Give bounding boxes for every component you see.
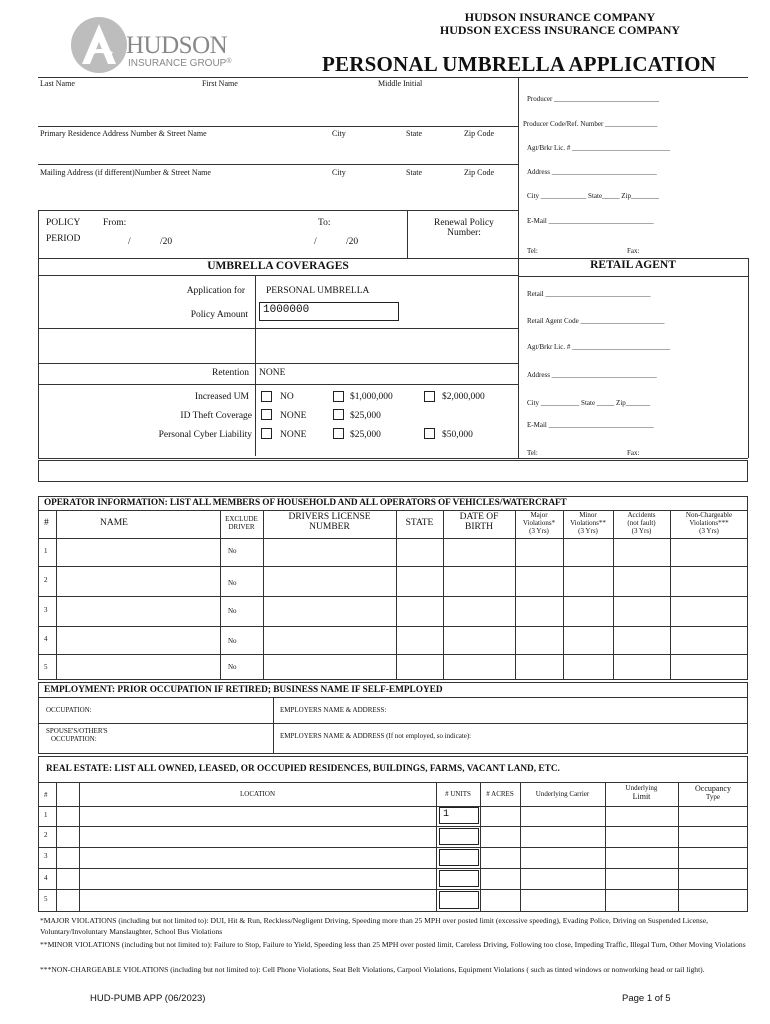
application-for-value[interactable]: PERSONAL UMBRELLA (266, 286, 370, 296)
col-name: NAME (100, 518, 128, 528)
mailing-address-field[interactable] (38, 178, 518, 208)
re-col-location: LOCATION (240, 790, 275, 798)
id-theft-none-label: NONE (280, 411, 307, 421)
primary-state-label: State (406, 129, 422, 138)
re-col-num: # (44, 791, 48, 799)
cyber-liability-label: Personal Cyber Liability (158, 430, 252, 440)
cyber-none-label: NONE (280, 430, 307, 440)
row-number: 1 (44, 547, 48, 555)
re-col-type: Occupancy Type (695, 784, 731, 801)
footnote-minor: **MINOR VIOLATIONS (including but not limited to): Failure to Stop, Failure to Yield, Speeding less than 25 MPH over posted limit, Careless Driving, Following too close, Impeding Traffic, Illegal Turn, Other Moving Violations (40, 940, 746, 949)
company-name-2: HUDSON EXCESS INSURANCE COMPANY (439, 23, 681, 37)
cyber-50k-checkbox[interactable] (424, 428, 435, 439)
producer-address-field[interactable]: Address ______________________________ (527, 168, 657, 176)
units-input[interactable] (439, 870, 479, 887)
primary-address-field[interactable] (38, 138, 518, 162)
last-name-label: Last Name (40, 79, 75, 88)
period-label: PERIOD (46, 234, 81, 244)
id-theft-none-checkbox[interactable] (261, 409, 272, 420)
applicant-name-field[interactable] (38, 88, 518, 126)
row-number: 3 (44, 852, 48, 860)
first-name-label: First Name (202, 79, 238, 88)
spouse-occupation-label: SPOUSE'S/OTHER'S OCCUPATION: (46, 727, 108, 743)
coverages-blank-area[interactable] (39, 330, 517, 362)
mailing-city-label: City (332, 168, 346, 177)
page-title: PERSONAL UMBRELLA APPLICATION (322, 52, 716, 76)
cyber-25k-label: $25,000 (350, 430, 381, 440)
id-theft-label: ID Theft Coverage (180, 411, 252, 421)
re-col-carrier: Underlying Carrier (535, 790, 590, 798)
re-col-acres: # ACRES (486, 790, 514, 798)
blank-spacer-box (38, 460, 748, 482)
exclude-driver-value[interactable]: No (228, 637, 237, 645)
policy-label: POLICY (46, 218, 81, 228)
row-number: 2 (44, 831, 48, 839)
units-input[interactable] (439, 849, 479, 866)
col-license: DRIVERS LICENSE NUMBER (288, 512, 371, 532)
cyber-none-checkbox[interactable] (261, 428, 272, 439)
retail-email-field[interactable]: E-Mail ______________________________ (527, 421, 654, 429)
um-1m-checkbox[interactable] (333, 391, 344, 402)
row-number: 3 (44, 606, 48, 614)
real-estate-heading: REAL ESTATE: LIST ALL OWNED, LEASED, OR OCCUPIED RESIDENCES, BUILDINGS, FARMS, VACANT LAND, ETC. (46, 764, 560, 774)
producer-tel-label: Tel: (527, 247, 538, 255)
units-input[interactable] (439, 828, 479, 845)
to-date-field[interactable] (300, 232, 390, 248)
re-col-units: # UNITS (445, 790, 471, 798)
producer-license-field[interactable]: Agt/Brkr Lic. # ____________________________ (527, 144, 671, 152)
row-number: 5 (44, 895, 48, 903)
um-no-label: NO (280, 392, 294, 402)
mailing-state-label: State (406, 168, 422, 177)
exclude-driver-value[interactable]: No (228, 579, 237, 587)
middle-initial-label: Middle Initial (378, 79, 423, 88)
form-id: HUD-PUMB APP (06/2023) (90, 993, 206, 1004)
col-major-violations: Major Violations* (3 Yrs) (522, 511, 556, 535)
policy-amount-label: Policy Amount (190, 310, 248, 320)
retail-agent-code-field[interactable]: Retail Agent Code ________________________ (527, 317, 665, 325)
employment-heading: EMPLOYMENT: PRIOR OCCUPATION IF RETIRED; BUSINESS NAME IF SELF-EMPLOYED (44, 685, 443, 695)
to-month-slash: / (314, 237, 317, 247)
col-nonchargeable: Non-Chargeable Violations*** (3 Yrs) (685, 511, 733, 535)
primary-address-label: Primary Residence Address Number & Street Name (40, 129, 207, 138)
um-1m-label: $1,000,000 (350, 392, 393, 402)
retail-city-state-zip-field[interactable]: City ___________ State _____ Zip_______ (527, 399, 651, 407)
logo-mark-icon (68, 14, 130, 76)
col-num: # (44, 518, 49, 528)
um-no-checkbox[interactable] (261, 391, 272, 402)
row-number: 2 (44, 576, 48, 584)
cyber-50k-label: $50,000 (442, 430, 473, 440)
umbrella-coverages-heading: UMBRELLA COVERAGES (207, 260, 349, 272)
retail-license-field[interactable]: Agt/Brkr Lic. # ____________________________ (527, 343, 671, 351)
retention-value[interactable]: NONE (259, 368, 286, 378)
company-logo (68, 14, 268, 76)
mailing-address-label: Mailing Address (if different)Number & Street Name (40, 168, 211, 177)
um-2m-checkbox[interactable] (424, 391, 435, 402)
producer-fax-label: Fax: (627, 247, 640, 255)
exclude-driver-value[interactable]: No (228, 663, 237, 671)
employer-label: EMPLOYERS NAME & ADDRESS: (280, 706, 387, 714)
footnote-major: *MAJOR VIOLATIONS (including but not limited to): DUI, Hit & Run, Reckless/Negligent Driving, Speeding more than 25 MPH over posted limit (excessive speeding), Evading Police, Driving on Suspended License, Voluntary/Involuntary Manslaughter, School Bus Violations (40, 916, 709, 936)
to-label: To: (318, 218, 331, 228)
units-input[interactable] (439, 891, 479, 909)
producer-city-state-zip-field[interactable]: City _____________ State_____ Zip________ (527, 192, 660, 200)
application-for-label: Application for (186, 286, 245, 296)
policy-amount-input[interactable]: 1000000 (259, 302, 399, 321)
exclude-driver-value[interactable]: No (228, 607, 237, 615)
retail-field[interactable]: Retail ______________________________ (527, 290, 651, 298)
occupation-label: OCCUPATION: (46, 706, 92, 714)
re-col-limit: Underlying Limit (625, 784, 658, 801)
footnote-nonchargeable: ***NON-CHARGEABLE VIOLATIONS (including but not limited to): Cell Phone Violations, Seat Belt Violations, Carpool Violations, Equipment Violations ( such as tinted windows or nonworking head or tail light). (40, 965, 705, 974)
row-number: 4 (44, 635, 48, 643)
col-minor-violations: Minor Violations** (3 Yrs) (570, 511, 606, 535)
cyber-25k-checkbox[interactable] (333, 428, 344, 439)
logo-brand: HUDSON (126, 32, 228, 59)
row-number: 1 (44, 811, 48, 819)
renewal-policy-label: Renewal Policy Number: (434, 218, 494, 238)
from-year: /20 (160, 237, 173, 247)
units-input[interactable]: 1 (439, 807, 479, 824)
page-number: Page 1 of 5 (622, 993, 671, 1004)
from-label: From: (103, 218, 127, 228)
increased-um-label: Increased UM (194, 392, 249, 402)
exclude-driver-value[interactable]: No (228, 547, 237, 555)
mailing-zip-label: Zip Code (464, 168, 494, 177)
primary-zip-label: Zip Code (464, 129, 494, 138)
spouse-employer-label: EMPLOYERS NAME & ADDRESS (If not employed, so indicate): (280, 732, 472, 740)
from-month-slash: / (128, 237, 131, 247)
retail-address-field[interactable]: Address ______________________________ (527, 371, 657, 379)
producer-field[interactable]: Producer ______________________________ (527, 95, 660, 103)
operators-heading: OPERATOR INFORMATION: LIST ALL MEMBERS OF HOUSEHOLD AND ALL OPERATORS OF VEHICLES/WATERCRAFT (44, 498, 567, 508)
row-number: 4 (44, 874, 48, 882)
producer-email-field[interactable]: E-Mail ______________________________ (527, 217, 654, 225)
col-state: STATE (405, 518, 434, 528)
col-accidents: Accidents (not fault) (3 Yrs) (627, 511, 656, 535)
col-dob: DATE OF BIRTH (459, 512, 499, 532)
id-theft-25k-checkbox[interactable] (333, 409, 344, 420)
retention-label: Retention (212, 368, 249, 378)
retail-fax-label: Fax: (627, 449, 640, 457)
logo-subtitle: INSURANCE GROUP® (128, 58, 232, 69)
id-theft-25k-label: $25,000 (350, 411, 381, 421)
um-2m-label: $2,000,000 (442, 392, 485, 402)
company-name-1: HUDSON INSURANCE COMPANY (464, 10, 656, 24)
to-year: /20 (346, 237, 359, 247)
primary-city-label: City (332, 129, 346, 138)
from-date-field[interactable] (100, 232, 190, 248)
row-number: 5 (44, 663, 48, 671)
retail-agent-heading: RETAIL AGENT (590, 259, 676, 271)
retail-tel-label: Tel: (527, 449, 538, 457)
producer-code-field[interactable]: Producer Code/Ref. Number _______________ (523, 120, 658, 128)
col-exclude-driver: EXCLUDE DRIVER (225, 515, 258, 531)
